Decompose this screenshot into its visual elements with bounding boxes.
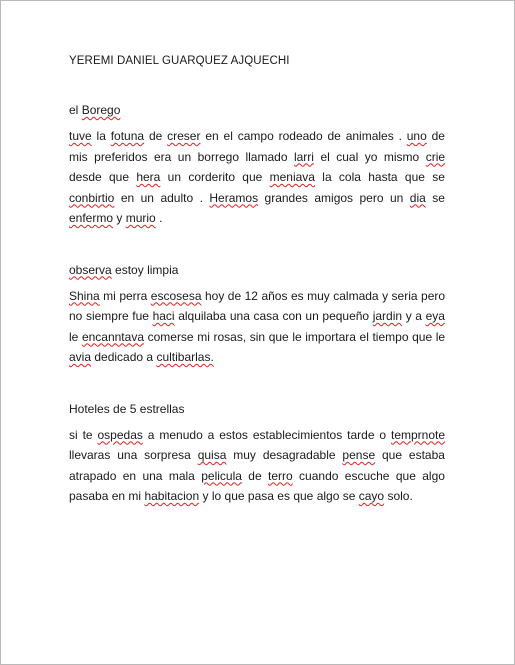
misspelled-word: dia <box>409 190 426 205</box>
misspelled-word: avia <box>69 350 92 364</box>
section-title-text: el Borego <box>69 103 121 117</box>
misspelled-word: enfermo <box>69 211 114 225</box>
misspelled-word: meniava <box>269 170 315 184</box>
section-paragraph: Shina mi perra escosesa hoy de 12 años es muy calmada y seria pero no siempre fue haci alquilaba una casa con un pequeño jardin y a eya le encanntava comerse mi rosas, sin que le importara el tiempo que le avia dedicado a cultibarlas. <box>69 288 446 364</box>
document-body <box>69 53 445 541</box>
misspelled-word: haci <box>152 309 175 323</box>
section-title <box>69 262 445 278</box>
section-title <box>69 102 445 118</box>
misspelled-word: escosesa <box>150 288 202 303</box>
misspelled-word: tuve <box>69 129 92 143</box>
author-name: YEREMI DANIEL GUARQUEZ AJQUECHI <box>69 55 290 67</box>
misspelled-word: Shina <box>69 288 100 303</box>
section-paragraph: tuve la fotuna de creser en el campo rodeado de animales . uno de mis preferidos era un borrego llamado larri el cual yo mismo crie desde que hera un corderito que meniava la cola hasta que se conbirtio en un adulto . Heramos grandes amigos pero un dia se enfermo y murio . <box>69 129 446 225</box>
misspelled-word: jardin <box>372 309 403 323</box>
misspelled-word: pense <box>342 448 376 462</box>
misspelled-word: eya <box>425 309 445 323</box>
misspelled-word: hera <box>136 170 161 184</box>
misspelled-word: crie <box>425 149 446 164</box>
misspelled-word: Heramos <box>209 190 259 205</box>
section-paragraph: si te ospedas a menudo a estos establecimientos tarde o temprnote llevaras una sorpresa quisa muy desagradable pense que estaba atrapado en una mala pelicula de terro cuando escuche que algo pasaba en mi habitacion y lo que pasa es que algo se cayo solo. <box>69 427 446 503</box>
misspelled-word: cayo <box>358 489 385 503</box>
misspelled-word: Borego <box>81 103 121 117</box>
misspelled-word: fotuna <box>110 129 145 143</box>
section-el-borego <box>69 102 445 229</box>
misspelled-word: encanntava <box>81 329 144 344</box>
misspelled-word: conbirtio <box>69 190 115 205</box>
section-title-text: observa estoy limpia <box>69 262 179 277</box>
misspelled-word: observa <box>69 262 112 277</box>
misspelled-word: cultibarlas. <box>156 350 214 364</box>
misspelled-word: pelicula <box>201 468 242 483</box>
misspelled-word: creser <box>167 129 201 143</box>
misspelled-word: temprnote <box>391 427 446 442</box>
misspelled-word: terro <box>268 468 293 483</box>
misspelled-word: murio <box>125 211 156 225</box>
misspelled-word: uno <box>406 129 427 143</box>
section-title-text: Hoteles de 5 estrellas <box>69 401 185 416</box>
section-title <box>69 401 445 417</box>
misspelled-word: larri <box>293 149 314 164</box>
section-observa-estoy-limpia <box>69 262 445 368</box>
misspelled-word: habitacion <box>144 489 200 503</box>
misspelled-word: quisa <box>197 448 227 462</box>
section-hoteles-5-estrellas <box>69 401 445 507</box>
misspelled-word: ospedas <box>97 427 143 442</box>
